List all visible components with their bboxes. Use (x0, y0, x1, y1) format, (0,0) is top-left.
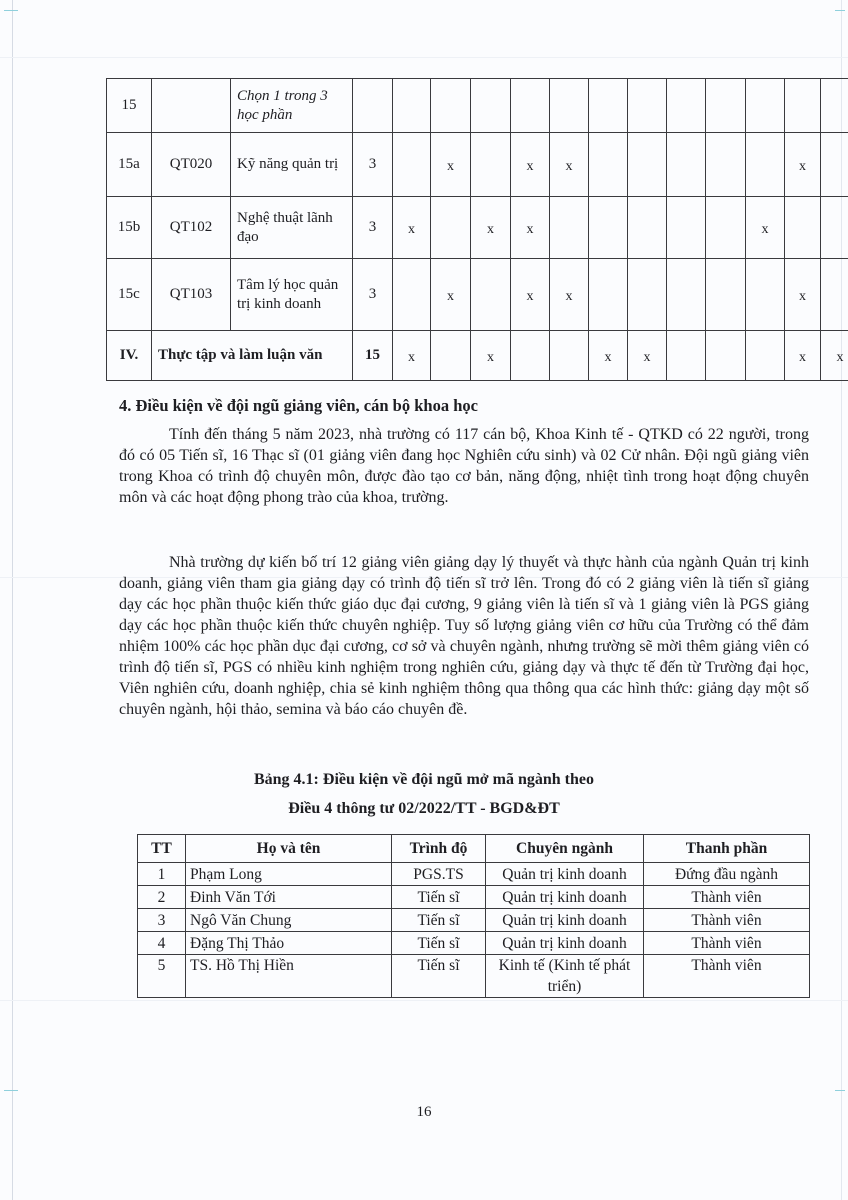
cell-outcome-mark (431, 197, 471, 259)
cell-course-code: QT103 (152, 259, 231, 331)
cell-course-name: Kỹ năng quản trị (231, 133, 353, 197)
check-mark: x (565, 158, 573, 174)
cell-outcome-mark (667, 259, 706, 331)
cell-outcome-mark (821, 133, 848, 197)
table-row (107, 259, 848, 331)
table-caption-line2: Điều 4 thông tư 02/2022/TT - BGD&ĐT (288, 800, 560, 817)
cell-outcome-mark (746, 259, 785, 331)
cell-role: Đứng đầu ngành (644, 863, 810, 886)
cell-outcome-mark (706, 133, 746, 197)
check-mark: x (487, 221, 494, 237)
scan-line (0, 57, 848, 58)
cell-outcome-mark (550, 331, 589, 381)
check-mark: x (447, 158, 454, 174)
cell-credits: 3 (353, 133, 393, 197)
check-mark: x (447, 288, 454, 304)
cell-outcome-mark (511, 133, 550, 197)
cell-tt: 4 (138, 932, 186, 955)
cell-number: 15c (107, 259, 152, 331)
check-mark: x (799, 158, 806, 174)
cell-course-name: Thực tập và làm luận văn (152, 331, 353, 381)
header-name: Họ và tên (186, 835, 392, 863)
cell-degree: PGS.TS (392, 863, 486, 886)
cell-outcome-mark (589, 133, 628, 197)
scan-line (0, 1000, 848, 1001)
staff-table-header (138, 835, 810, 863)
cell-credits: 15 (353, 331, 393, 381)
cell-outcome-mark (821, 331, 848, 381)
cell-number: 15b (107, 197, 152, 259)
cell-course-code: QT020 (152, 133, 231, 197)
cell-name: Phạm Long (186, 863, 392, 886)
cell-outcome-mark (706, 197, 746, 259)
cell-outcome-mark (550, 133, 589, 197)
cell-outcome-mark (628, 79, 667, 133)
scan-tick-mark (4, 10, 18, 11)
cell-outcome-mark (667, 331, 706, 381)
cell-outcome-mark (785, 133, 821, 197)
check-mark: x (799, 288, 806, 304)
cell-credits (353, 79, 393, 133)
cell-role: Thành viên (644, 932, 810, 955)
staff-table (137, 834, 810, 998)
cell-name: Ngô Văn Chung (186, 909, 392, 932)
cell-degree: Tiến sĩ (392, 955, 486, 998)
page-number: 16 (416, 1104, 432, 1120)
cell-outcome-mark (471, 133, 511, 197)
paragraph-staff-overview (119, 424, 809, 508)
cell-outcome-mark (431, 331, 471, 381)
cell-outcome-mark (431, 259, 471, 331)
check-mark: x (487, 349, 494, 365)
scan-tick-mark (835, 10, 845, 11)
cell-outcome-mark (667, 133, 706, 197)
cell-outcome-mark (471, 331, 511, 381)
cell-outcome-mark (589, 259, 628, 331)
cell-outcome-mark (471, 79, 511, 133)
cell-outcome-mark (431, 133, 471, 197)
cell-outcome-mark (821, 259, 848, 331)
cell-outcome-mark (821, 79, 848, 133)
cell-course-name: Nghệ thuật lãnh đạo (231, 197, 353, 259)
cell-outcome-mark (393, 133, 431, 197)
cell-outcome-mark (785, 197, 821, 259)
paragraph-staff-plan (119, 552, 809, 720)
cell-outcome-mark (706, 79, 746, 133)
cell-major: Quản trị kinh doanh (486, 932, 644, 955)
cell-number: 15a (107, 133, 152, 197)
cell-major: Quản trị kinh doanh (486, 886, 644, 909)
check-mark: x (604, 349, 612, 365)
cell-outcome-mark (431, 79, 471, 133)
table-row (138, 955, 810, 998)
table-row (138, 909, 810, 932)
check-mark: x (408, 221, 415, 237)
check-mark: x (526, 288, 534, 304)
cell-outcome-mark (511, 79, 550, 133)
cell-major: Kinh tế (Kinh tế phát triển) (486, 955, 644, 998)
cell-number: IV. (107, 331, 152, 381)
cell-outcome-mark (471, 259, 511, 331)
cell-tt: 5 (138, 955, 186, 998)
table-row (138, 932, 810, 955)
table-row (138, 863, 810, 886)
cell-outcome-mark (511, 259, 550, 331)
cell-outcome-mark (628, 197, 667, 259)
check-mark: x (408, 349, 415, 365)
cell-role: Thành viên (644, 886, 810, 909)
cell-outcome-mark (667, 197, 706, 259)
cell-major: Quản trị kinh doanh (486, 909, 644, 932)
cell-course-code (152, 79, 231, 133)
cell-outcome-mark (746, 197, 785, 259)
paragraph-text: Nhà trường dự kiến bố trí 12 giảng viên giảng dạy lý thuyết và thực hành của ngành Quản trị kinh doanh, giảng viên tham gia giảng dạy có trình độ tiến sĩ trở lên. Trong đó có 2 giảng viên là tiến sĩ giảng dạy các học phần thuộc kiến thức giáo dục đại cương, 9 giảng viên là tiến sĩ và 1 giảng viên là PGS giảng dạy các học phần thuộc kiến thức chuyên nghiệp. Tuy số lượng giảng viên cơ hữu của Trường có thể đảm nhiệm 100% các học phần dục đại cương, cơ sở và chuyên ngành, nhưng trường sẽ mời thêm giảng viên có trình độ tiến sĩ, PGS có nhiều kinh nghiệm trong nghiên cứu, giảng dạy và thực tế đến từ Trường đại học, Viên nghiên cứu, doanh nghiệp, chia sẻ kinh nghiệm thông qua thông qua các hình thức: giảng dạy một số chuyên ngành, hội thảo, semina và báo cáo chuyên đề. (119, 554, 809, 718)
cell-course-name: Chọn 1 trong 3 học phần (231, 79, 353, 133)
paragraph-text: Tính đến tháng 5 năm 2023, nhà trường có 117 cán bộ, Khoa Kinh tế - QTKD có 22 người, trong đó có 05 Tiến sĩ, 16 Thạc sĩ (01 giảng viên đang học Nghiên cứu sinh) và 02 Cử nhân. Đội ngũ giảng viên trong Khoa có trình độ chuyên môn, được đào tạo cơ bản, năng động, nhiệt tình trong hoạt động chuyên môn và các hoạt động phong trào của khoa, trường. (119, 426, 809, 506)
cell-outcome-mark (471, 197, 511, 259)
cell-outcome-mark (589, 197, 628, 259)
cell-outcome-mark (746, 133, 785, 197)
cell-outcome-mark (393, 197, 431, 259)
table-row (138, 886, 810, 909)
table-row (107, 331, 848, 381)
cell-outcome-mark (628, 133, 667, 197)
cell-outcome-mark (667, 79, 706, 133)
cell-outcome-mark (511, 197, 550, 259)
header-degree: Trình độ (392, 835, 486, 863)
cell-outcome-mark (511, 331, 550, 381)
cell-outcome-mark (589, 79, 628, 133)
cell-course-code: QT102 (152, 197, 231, 259)
cell-outcome-mark (393, 331, 431, 381)
scan-tick-mark (835, 1090, 845, 1091)
cell-role: Thành viên (644, 909, 810, 932)
check-mark: x (761, 221, 769, 237)
cell-outcome-mark (785, 79, 821, 133)
cell-tt: 3 (138, 909, 186, 932)
cell-outcome-mark (550, 197, 589, 259)
section-heading: 4. Điều kiện về đội ngũ giảng viên, cán bộ khoa học (119, 396, 478, 415)
check-mark: x (836, 349, 844, 365)
cell-number: 15 (107, 79, 152, 133)
cell-outcome-mark (706, 259, 746, 331)
cell-outcome-mark (706, 331, 746, 381)
cell-tt: 2 (138, 886, 186, 909)
cell-role: Thành viên (644, 955, 810, 998)
header-tt: TT (138, 835, 186, 863)
table-row (107, 79, 848, 133)
cell-outcome-mark (785, 331, 821, 381)
scan-edge-left (12, 0, 13, 1200)
program-course-table (106, 78, 848, 381)
cell-credits: 3 (353, 259, 393, 331)
cell-outcome-mark (589, 331, 628, 381)
scan-tick-mark (4, 1090, 18, 1091)
header-role: Thanh phần (644, 835, 810, 863)
cell-major: Quản trị kinh doanh (486, 863, 644, 886)
header-major: Chuyên ngành (486, 835, 644, 863)
cell-name: Đinh Văn Tới (186, 886, 392, 909)
table-row (107, 197, 848, 259)
check-mark: x (526, 158, 534, 174)
cell-outcome-mark (785, 259, 821, 331)
cell-degree: Tiến sĩ (392, 932, 486, 955)
cell-tt: 1 (138, 863, 186, 886)
cell-outcome-mark (628, 331, 667, 381)
cell-name: TS. Hồ Thị Hiền (186, 955, 392, 998)
cell-outcome-mark (393, 79, 431, 133)
check-mark: x (526, 221, 534, 237)
cell-outcome-mark (550, 79, 589, 133)
cell-outcome-mark (746, 331, 785, 381)
cell-outcome-mark (550, 259, 589, 331)
check-mark: x (799, 349, 806, 365)
cell-outcome-mark (746, 79, 785, 133)
cell-name: Đặng Thị Thảo (186, 932, 392, 955)
cell-outcome-mark (393, 259, 431, 331)
cell-outcome-mark (821, 197, 848, 259)
cell-degree: Tiến sĩ (392, 909, 486, 932)
table-caption-line1: Bảng 4.1: Điều kiện về đội ngũ mở mã ngành theo (253, 771, 595, 788)
cell-course-name: Tâm lý học quản trị kinh doanh (231, 259, 353, 331)
cell-credits: 3 (353, 197, 393, 259)
check-mark: x (643, 349, 651, 365)
table-row (107, 133, 848, 197)
check-mark: x (565, 288, 573, 304)
cell-outcome-mark (628, 259, 667, 331)
cell-degree: Tiến sĩ (392, 886, 486, 909)
